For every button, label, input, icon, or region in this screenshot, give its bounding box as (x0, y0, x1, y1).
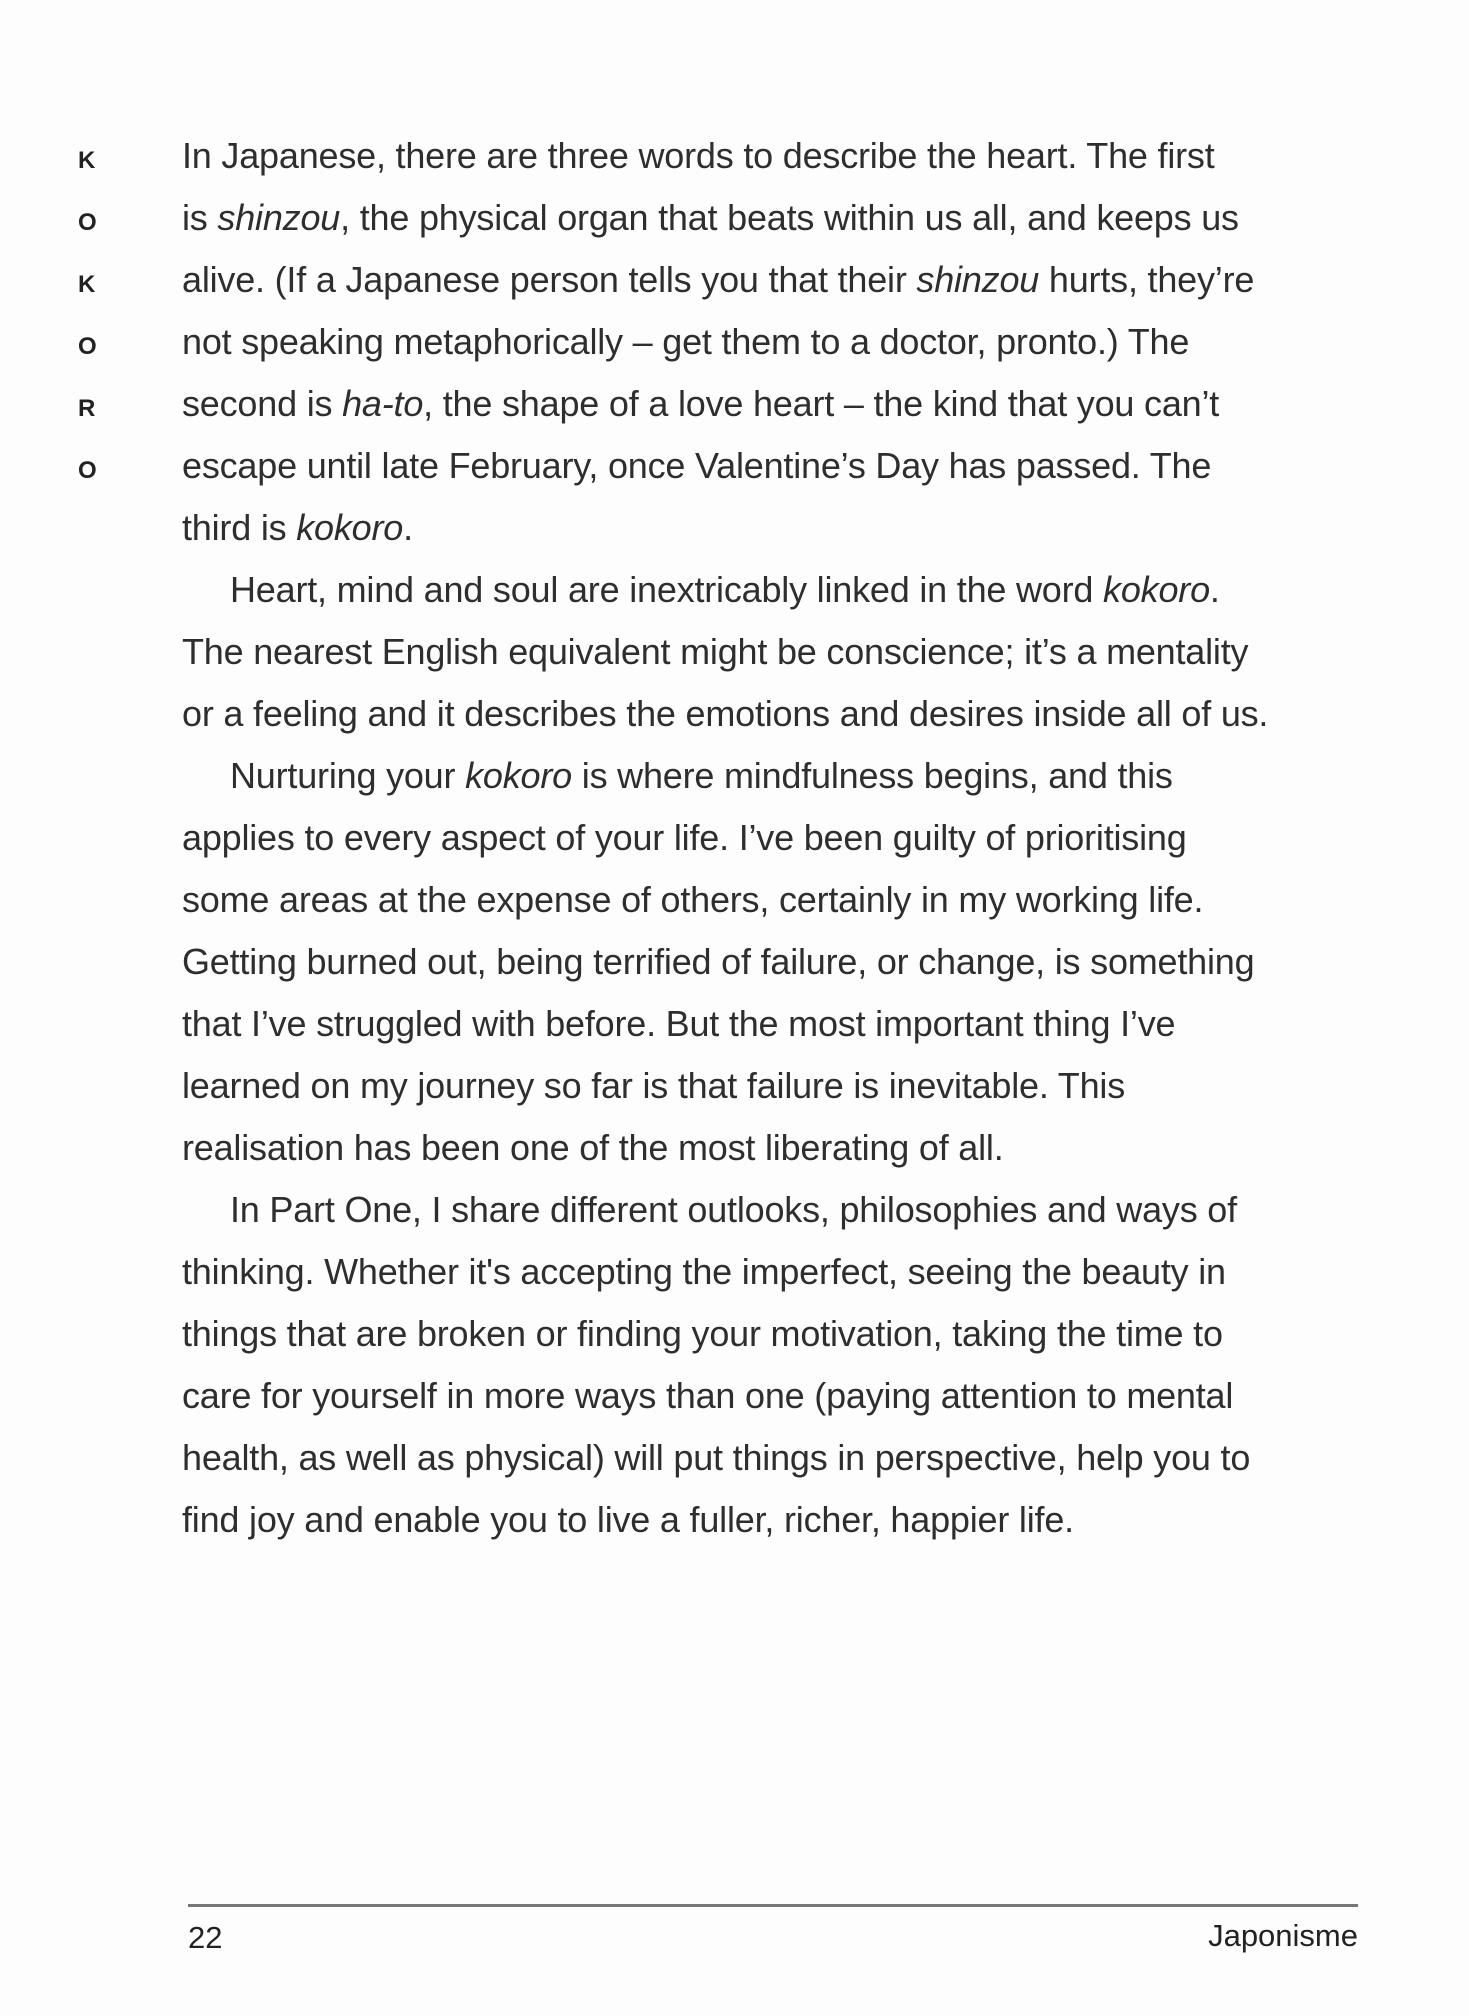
body-text (182, 125, 1268, 1551)
side-title-letter: O (78, 457, 97, 484)
text-line (182, 1055, 1268, 1117)
text-line (182, 497, 1268, 559)
text-span: find joy and enable you to live a fuller, richer, happier life. (182, 1499, 1074, 1540)
side-title-letter: K (78, 271, 96, 298)
text-span: is (182, 197, 218, 238)
paragraph (182, 125, 1268, 559)
vertical-side-title (78, 130, 97, 502)
text-span: things that are broken or finding your motivation, taking the time to (182, 1313, 1223, 1354)
text-line (182, 1489, 1268, 1551)
text-span: escape until late February, once Valentine’s Day has passed. The (182, 445, 1212, 486)
paragraph (182, 745, 1268, 1179)
italic-term: kokoro (1103, 569, 1210, 610)
italic-term: shinzou (217, 197, 341, 238)
text-line (182, 1303, 1268, 1365)
side-title-letter: K (78, 147, 96, 174)
text-span: applies to every aspect of your life. I’ve been guilty of prioritising (182, 817, 1187, 858)
text-span: The nearest English equivalent might be conscience; it’s a mentality (182, 631, 1249, 672)
text-span: , the shape of a love heart – the kind that you can’t (423, 383, 1220, 424)
text-line (182, 559, 1268, 621)
text-span: second is (182, 383, 343, 424)
text-line (182, 993, 1268, 1055)
text-span: some areas at the expense of others, certainly in my working life. (182, 879, 1204, 920)
italic-term: kokoro (465, 755, 572, 796)
text-line (182, 435, 1268, 497)
text-span: . (1209, 569, 1220, 610)
text-line (182, 1179, 1268, 1241)
text-line (182, 869, 1268, 931)
text-span: alive. (If a Japanese person tells you that their (182, 259, 917, 300)
page-number: 22 (188, 1920, 223, 1955)
text-span: realisation has been one of the most liberating of all. (182, 1127, 1004, 1168)
text-span: Getting burned out, being terrified of failure, or change, is something (182, 941, 1255, 982)
text-line (182, 1427, 1268, 1489)
text-span: is where mindfulness begins, and this (571, 755, 1173, 796)
text-span: third is (182, 507, 297, 548)
italic-term: kokoro (296, 507, 404, 548)
text-line (182, 311, 1268, 373)
text-span: Nurturing your (230, 755, 466, 796)
text-line (182, 745, 1268, 807)
text-span: Heart, mind and soul are inextricably linked in the word (230, 569, 1104, 610)
text-span: , the physical organ that beats within us all, and keeps us (340, 197, 1239, 238)
text-span: learned on my journey so far is that failure is inevitable. This (182, 1065, 1126, 1106)
text-span: In Part One, I share different outlooks, philosophies and ways of (230, 1189, 1237, 1230)
text-span: that I’ve struggled with before. But the most important thing I’ve (182, 1003, 1176, 1044)
text-span: not speaking metaphorically – get them to a doctor, pronto.) The (182, 321, 1190, 362)
text-line (182, 1241, 1268, 1303)
text-span: or a feeling and it describes the emotions and desires inside all of us. (182, 693, 1269, 734)
text-span: hurts, they’re (1039, 259, 1255, 300)
text-span: . (403, 507, 413, 548)
text-span: health, as well as physical) will put things in perspective, help you to (182, 1437, 1251, 1478)
text-line (182, 187, 1268, 249)
side-title-letter: R (78, 395, 96, 422)
side-title-letter: O (78, 209, 97, 236)
side-title-letter: O (78, 333, 97, 360)
footer-rule (188, 1904, 1358, 1907)
text-span: In Japanese, there are three words to describe the heart. The first (182, 135, 1215, 176)
paragraph (182, 559, 1268, 745)
text-line (182, 931, 1268, 993)
italic-term: ha-to (342, 383, 424, 424)
text-span: care for yourself in more ways than one (paying attention to mental (182, 1375, 1234, 1416)
text-line (182, 807, 1268, 869)
text-line (182, 249, 1268, 311)
text-line (182, 683, 1268, 745)
text-line (182, 621, 1268, 683)
paragraph (182, 1179, 1268, 1551)
italic-term: shinzou (916, 259, 1040, 300)
text-line (182, 1365, 1268, 1427)
text-line (182, 373, 1268, 435)
text-span: thinking. Whether it's accepting the imperfect, seeing the beauty in (182, 1251, 1226, 1292)
text-line (182, 125, 1268, 187)
running-footer-title: Japonisme (1208, 1918, 1358, 1953)
text-line (182, 1117, 1268, 1179)
